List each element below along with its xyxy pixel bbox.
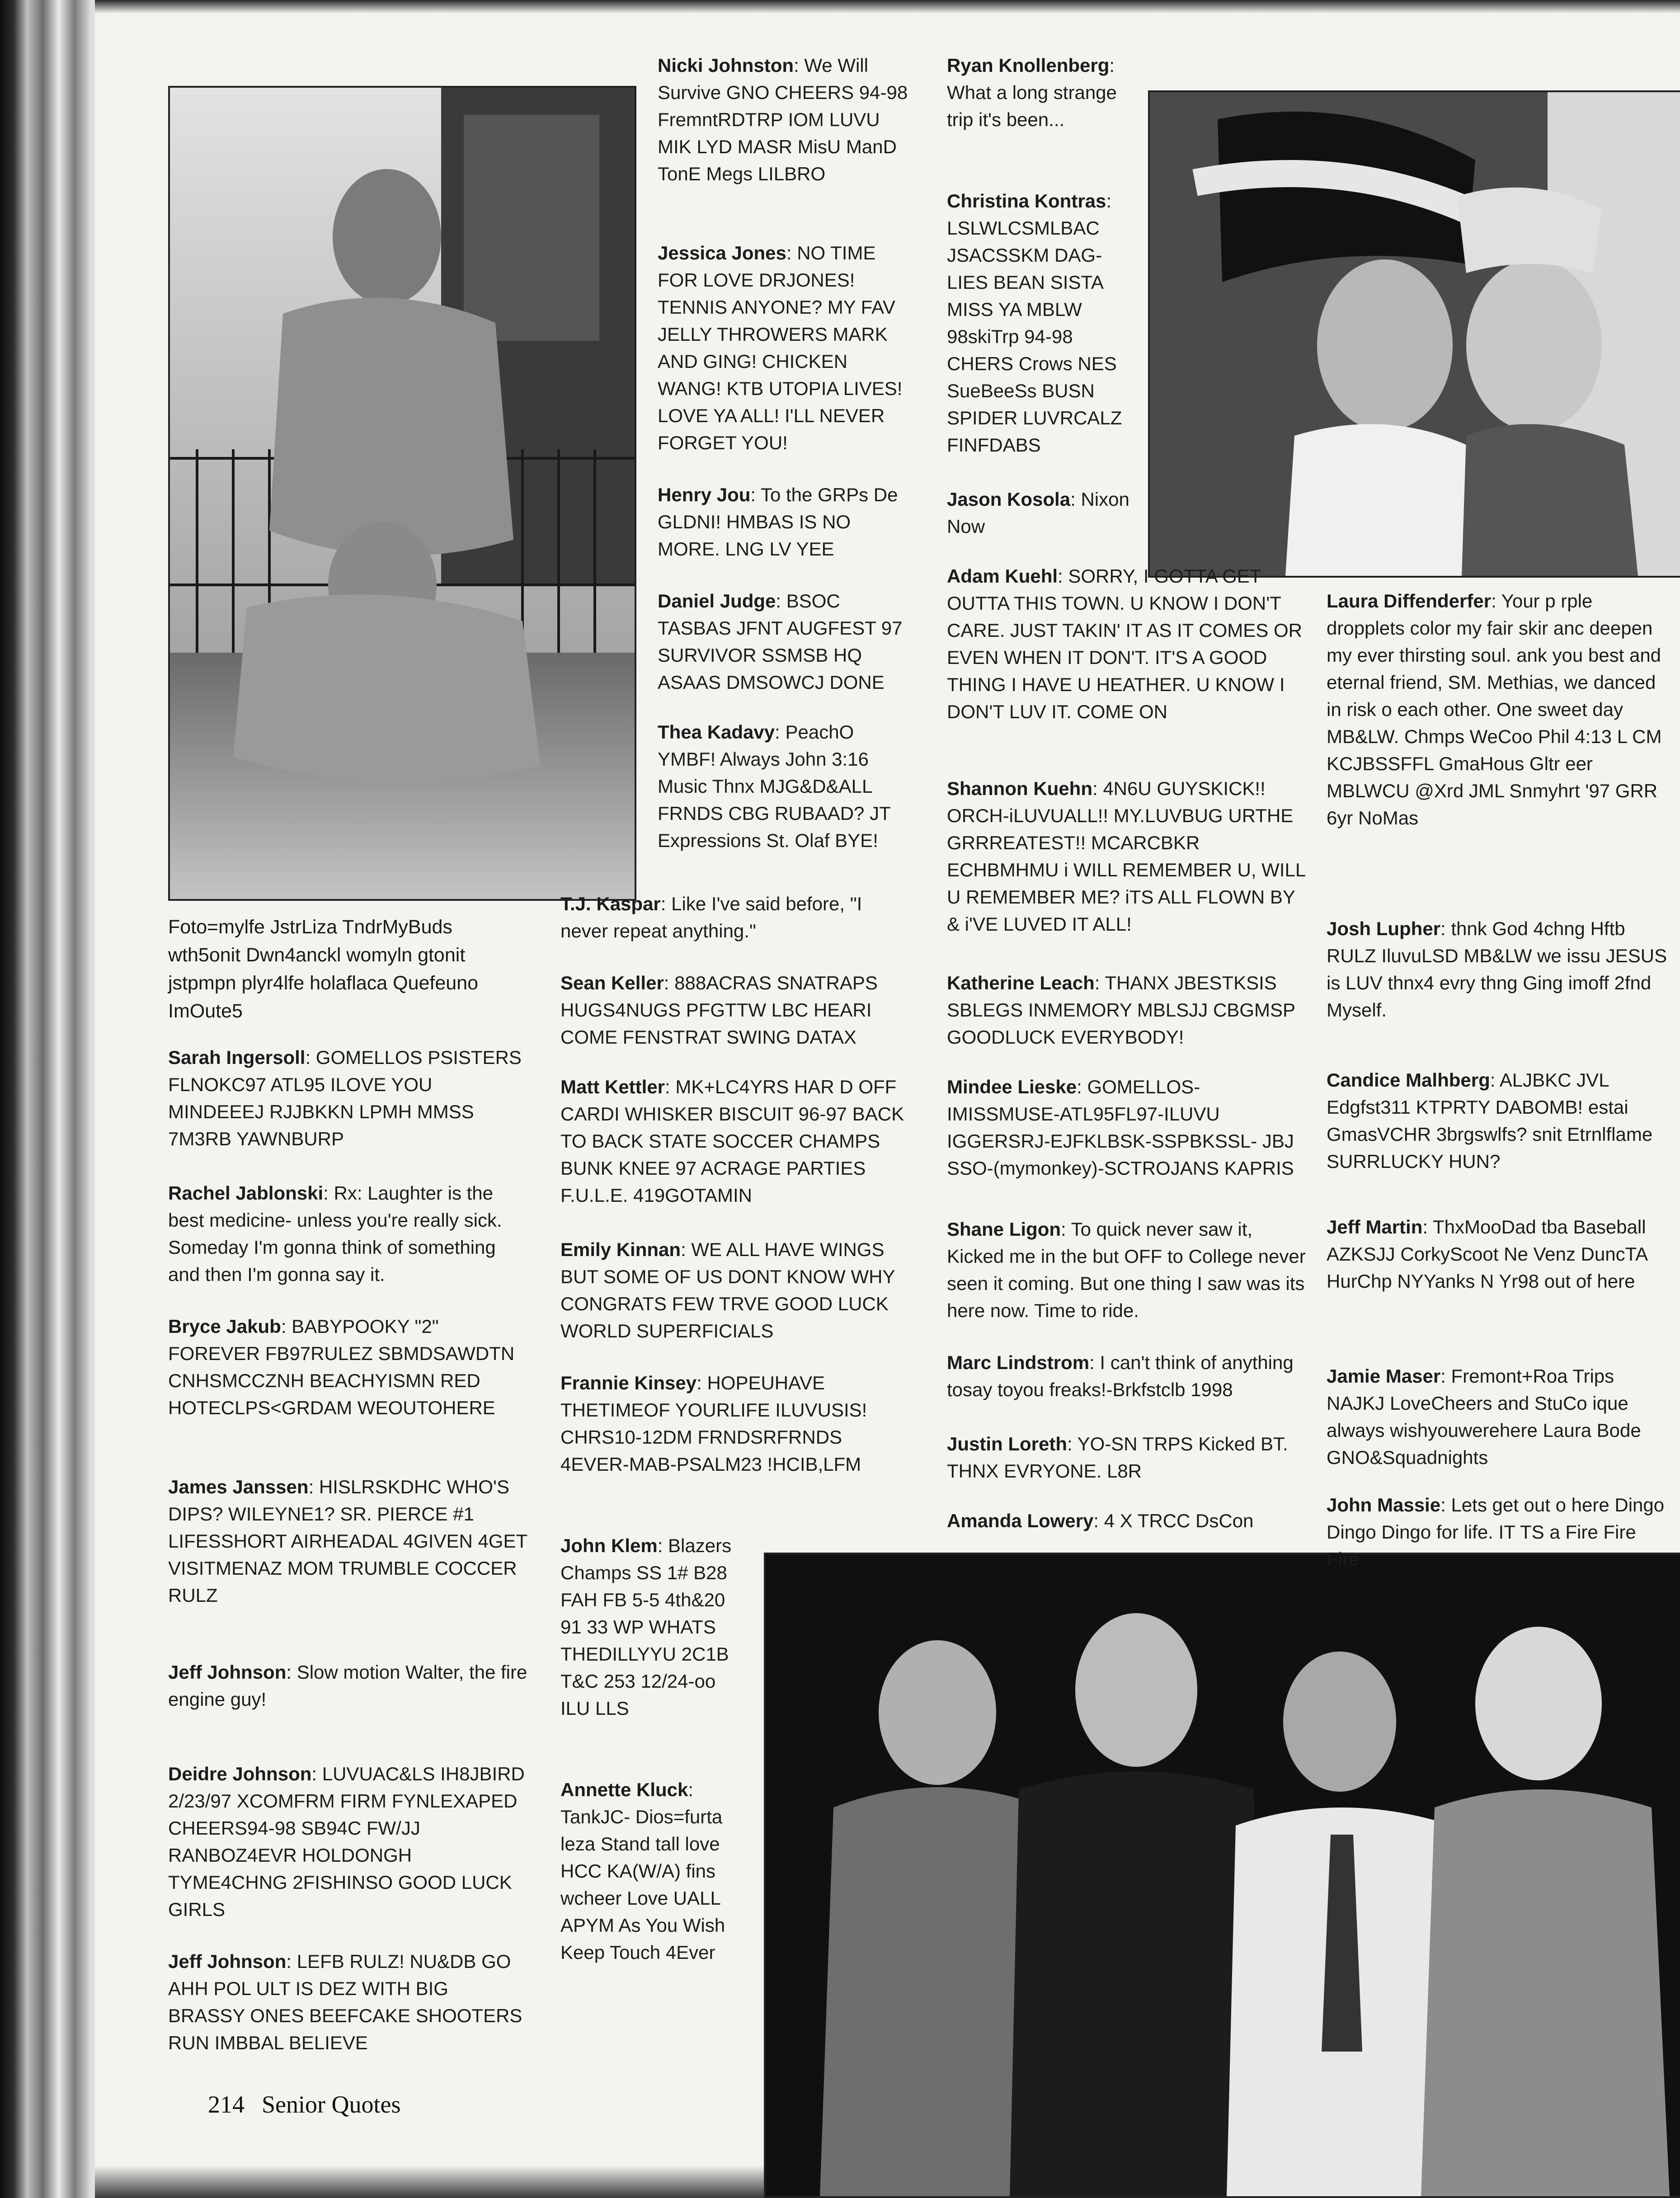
senior-quote: Jeff Martin: ThxMooDad tba Baseball AZKSJJ CorkyScoot Ne Venz DuncTA HurChp NYYanks N Yr98 out of here (1327, 1216, 1647, 1292)
senior-quote: Deidre Johnson: LUVUAC&LS IH8JBIRD 2/23/97 XCOMFRM FIRM FYNLEXAPED CHEERS94-98 SB94C FW/JJ RANBOZ4EVR HOLDONGH TYME4CHNG 2FISHINSO GOOD LUCK GIRLS (168, 1763, 525, 1920)
page-top-edge (95, 0, 1680, 14)
senior-quote: Shane Ligon: To quick never saw it, Kicked me in the but OFF to College never seen it coming. But one thing I saw was its here now. Time to ride. (947, 1219, 1306, 1321)
senior-quote: Amanda Lowery: 4 X TRCC DsCon (947, 1510, 1254, 1531)
photo-group (764, 1553, 1680, 2198)
senior-quote: Thea Kadavy: PeachO YMBF! Always John 3:16 Music Thnx MJG&D&ALL FRNDS CBG RUBAAD? JT Expressions St. Olaf BYE! (658, 721, 890, 851)
senior-quote: Frannie Kinsey: HOPEUHAVE THETIMEOF YOURLIFE ILUVUSIS! CHRS10-12DM FRNDSRFRNDS 4EVER-MAB-PSALM23 !HCIB,LFM (560, 1372, 867, 1475)
senior-quote: Jeff Johnson: LEFB RULZ! NU&DB GO AHH POL ULT IS DEZ WITH BIG BRASSY ONES BEEFCAKE SHOOTERS RUN IMBBAL BELIEVE (168, 1951, 522, 2053)
senior-quote: Sarah Ingersoll: GOMELLOS PSISTERS FLNOKC97 ATL95 ILOVE YOU MINDEEEJ RJJBKKN LPMH MMSS 7M3RB YAWNBURP (168, 1047, 522, 1149)
senior-quote: Josh Lupher: thnk God 4chng Hftb RULZ IluvuLSD MB&LW we issu JESUS is LUV thnx4 evry thng Ging imoff 2fnd Myself. (1327, 918, 1667, 1021)
senior-quote: Jessica Jones: NO TIME FOR LOVE DRJONES! TENNIS ANYONE? MY FAV JELLY THROWERS MARK AND GING! CHICKEN WANG! KTB UTOPIA LIVES! LOVE YA ALL! I'LL NEVER FORGET YOU! (658, 242, 903, 453)
senior-quote: Daniel Judge: BSOC TASBAS JFNT AUGFEST 97 SURVIVOR SSMSB HQ ASAAS DMSOWCJ DONE (658, 590, 903, 693)
senior-quote: Shannon Kuehn: 4N6U GUYSKICK!! ORCH-iLUVUALL!! MY.LUVBUG URTHE GRRREATEST!! MCARCBKR ECHBMHMU i WILL REMEMBER U, WILL U REMEMBER ME? iTS ALL FLOWN BY & i'VE LUVED IT ALL! (947, 778, 1305, 935)
senior-quote: Candice Malhberg: ALJBKC JVL Edgfst311 KTPRTY DABOMB! estai GmasVCHR 3brgswlfs? snit Etrnlflame SURRLUCKY HUN? (1327, 1069, 1653, 1172)
page-footer (208, 2090, 418, 2118)
photo-pool (168, 86, 636, 901)
senior-quote: Adam Kuehl: SORRY, I GOTTA GET OUTTA THIS TOWN. U KNOW I DON'T CARE. JUST TAKIN' IT AS IT COMES OR EVEN WHEN IT DON'T. IT'S A GOOD THING I HAVE U HEATHER. U KNOW I DON'T LUV IT. COME ON (947, 565, 1302, 722)
senior-quote: Mindee Lieske: GOMELLOS-IMISSMUSE-ATL95FL97-ILUVU IGGERSRJ-EJFKLBSK-SSPBKSSL- JBJ SSO-(mymonkey)-SCTROJANS KAPRIS (947, 1076, 1294, 1179)
page-number: 214 (208, 2091, 245, 2118)
senior-quote: Nicki Johnston: We Will Survive GNO CHEERS 94-98 FremntRDTRP IOM LUVU MIK LYD MASR MisU ManD TonE Megs LILBRO (658, 55, 908, 184)
section-title: Senior Quotes (262, 2091, 401, 2118)
senior-quote: Bryce Jakub: BABYPOOKY "2" FOREVER FB97RULEZ SBMDSAWDTN CNHSMCCZNH BEACHYISMN RED HOTECLPS<GRDAM WEOUTOHERE (168, 1316, 515, 1418)
senior-quote: Katherine Leach: THANX JBESTKSIS SBLEGS INMEMORY MBLSJJ CBGMSP GOODLUCK EVERYBODY! (947, 972, 1295, 1048)
senior-quote: Jason Kosola: Nixon Now (947, 489, 1129, 537)
senior-quote: Jamie Maser: Fremont+Roa Trips NAJKJ LoveCheers and StuCo ique always wishyouwerehere Laura Bode GNO&Squadnights (1327, 1365, 1641, 1468)
senior-quote: John Massie: Lets get out o here Dingo Dingo Dingo for life. IT TS a Fire Fire Fire (1327, 1494, 1665, 1570)
senior-quote: James Janssen: HISLRSKDHC WHO'S DIPS? WILEYNE1? SR. PIERCE #1 LIFESSHORT AIRHEADAL 4GIVEN 4GET VISITMENAZ MOM TRUMBLE COCCER RULZ (168, 1476, 527, 1606)
senior-quote: Emily Kinnan: WE ALL HAVE WINGS BUT SOME OF US DONT KNOW WHY CONGRATS FEW TRVE GOOD LUCK WORLD SUPERFICIALS (560, 1239, 895, 1341)
senior-quote: Marc Lindstrom: I can't think of anything tosay toyou freaks!-Brkfstclb 1998 (947, 1352, 1294, 1400)
senior-quote: John Klem: Blazers Champs SS 1# B28 FAH FB 5-5 4th&20 91 33 WP WHATS THEDILLYYU 2C1B T&C 253 12/24-oo ILU LLS (560, 1535, 732, 1719)
senior-quote: Jeff Johnson: Slow motion Walter, the fire engine guy! (168, 1661, 527, 1710)
senior-quote: Justin Loreth: YO-SN TRPS Kicked BT. THNX EVRYONE. L8R (947, 1433, 1288, 1482)
senior-quote: Matt Kettler: MK+LC4YRS HAR D OFF CARDI WHISKER BISCUIT 96-97 BACK TO BACK STATE SOCCER CHAMPS BUNK KNEE 97 ACRAGE PARTIES F.U.L.E. 419GOTAMIN (560, 1076, 904, 1206)
senior-quote: Henry Jou: To the GRPs De GLDNI! HMBAS IS NO MORE. LNG LV YEE (658, 484, 898, 560)
senior-quote: Ryan Knollenberg: What a long strange trip it's been... (947, 55, 1117, 130)
photo-caption: Foto=mylfe JstrLiza TndrMyBuds wth5onit Dwn4anckl womyln gtonit jstpmpn plyr4lfe holaflaca Quefeuno ImOute5 (168, 916, 479, 1022)
photo-hats (1148, 90, 1680, 578)
senior-quote: Laura Diffenderfer: Your p rple dropplets color my fair skir anc deepen my ever thirsting soul. ank you best and eternal friend, SM. Methias, we danced in risk o each other. One sweet day MB&LW. Chmps WeCoo Phil 4:13 L CM KCJBSSFFL GmaHous Gltr eer MBLWCU @Xrd JML Snmyhrt '97 GRR 6yr NoMas (1327, 590, 1662, 828)
senior-quote: T.J. Kaspar: Like I've said before, "I never repeat anything." (560, 893, 862, 941)
senior-quote: Annette Kluck: TankJC- Dios=furta leza Stand tall love HCC KA(W/A) fins wcheer Love UALL APYM As You Wish Keep Touch 4Ever (560, 1779, 725, 1963)
senior-quote: Christina Kontras: LSLWLCSMLBAC JSACSSKM DAG-LIES BEAN SISTA MISS YA MBLW 98skiTrp 94-98 CHERS Crows NES SueBeeSs BUSN SPIDER LUVRCALZ FINFDABS (947, 190, 1122, 456)
senior-quote: Sean Keller: 888ACRAS SNATRAPS HUGS4NUGS PFGTTW LBC HEARI COME FENSTRAT SWING DATAX (560, 972, 878, 1048)
senior-quote: Rachel Jablonski: Rx: Laughter is the best medicine- unless you're really sick. Someday I'm gonna think of something and then I'm gonna say it. (168, 1182, 502, 1285)
